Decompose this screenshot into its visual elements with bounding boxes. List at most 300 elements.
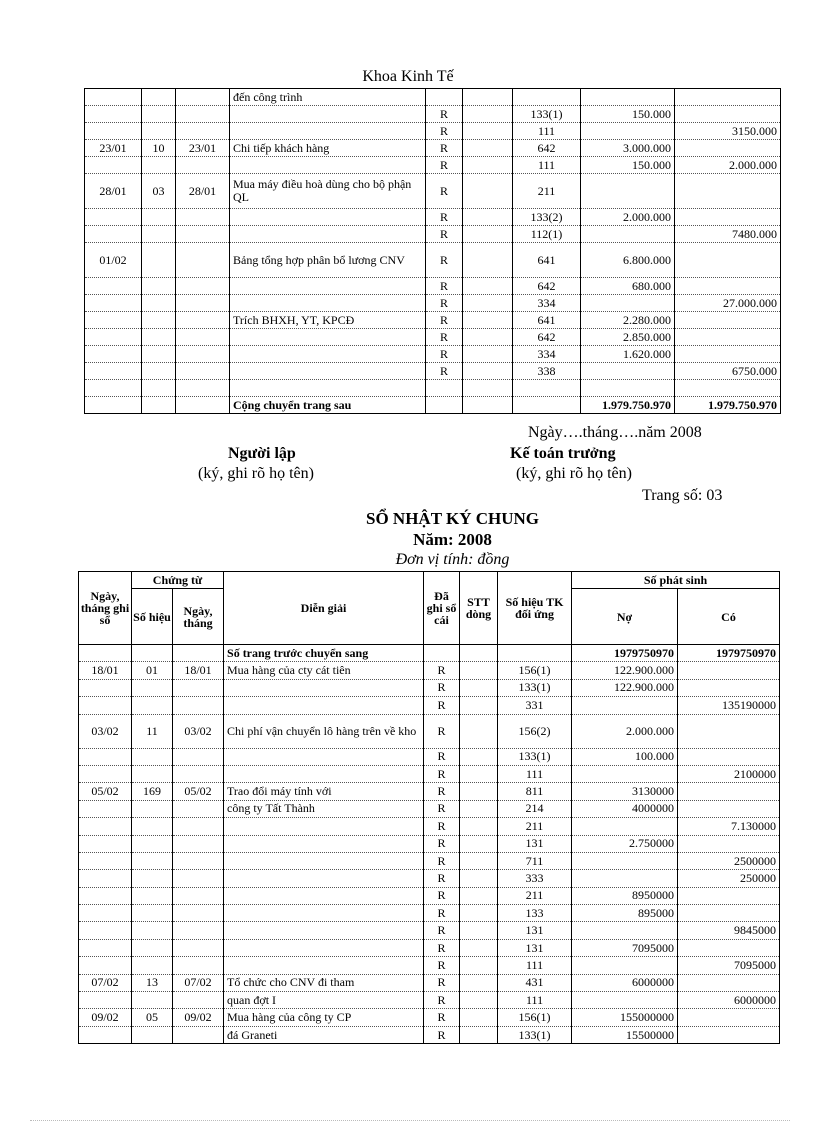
table-row bbox=[85, 380, 781, 397]
cell-line-no bbox=[460, 992, 498, 1009]
cell-voucher-date bbox=[176, 397, 230, 414]
cell-voucher-no bbox=[132, 765, 173, 782]
cell-credit bbox=[678, 887, 780, 904]
cell-account: 133(1) bbox=[498, 748, 572, 765]
cell-debit bbox=[581, 226, 675, 243]
cell-voucher-no: 10 bbox=[142, 140, 176, 157]
cell-line-no bbox=[460, 783, 498, 800]
col-amount: Số phát sinh bbox=[572, 572, 780, 589]
cell-account: 334 bbox=[513, 295, 581, 312]
cell-description bbox=[224, 697, 424, 714]
cell-posted-mark: R bbox=[426, 157, 463, 174]
table-row bbox=[85, 157, 781, 174]
cell-description bbox=[230, 329, 426, 346]
cell-line-no bbox=[460, 697, 498, 714]
cell-voucher-no: 13 bbox=[132, 974, 173, 991]
page-bottom-divider bbox=[30, 1120, 790, 1121]
cell-voucher-date: 07/02 bbox=[173, 974, 224, 991]
cell-credit bbox=[675, 174, 781, 209]
cell-posted-mark: R bbox=[426, 346, 463, 363]
cell-date bbox=[79, 992, 132, 1009]
cell-voucher-date: 03/02 bbox=[173, 714, 224, 748]
cell-posted-mark: R bbox=[424, 697, 460, 714]
cell-account: 156(1) bbox=[498, 1009, 572, 1026]
cell-description bbox=[224, 765, 424, 782]
cell-posted-mark: R bbox=[424, 852, 460, 869]
cell-description bbox=[230, 380, 426, 397]
table-row bbox=[79, 765, 780, 782]
cell-date bbox=[85, 123, 142, 140]
cell-voucher-date bbox=[176, 243, 230, 278]
cell-credit: 2500000 bbox=[678, 852, 780, 869]
cell-line-no bbox=[460, 679, 498, 696]
cell-line-no bbox=[463, 123, 513, 140]
cell-debit bbox=[581, 295, 675, 312]
cell-debit: 3130000 bbox=[572, 783, 678, 800]
cell-voucher-no bbox=[142, 209, 176, 226]
cell-debit bbox=[572, 957, 678, 974]
journal-table-continued bbox=[84, 88, 781, 414]
cell-debit: 2.000.000 bbox=[572, 714, 678, 748]
col-description: Diễn giải bbox=[224, 572, 424, 645]
cell-account bbox=[513, 397, 581, 414]
cell-line-no bbox=[463, 329, 513, 346]
cell-line-no bbox=[463, 209, 513, 226]
cell-description: Bảng tổng hợp phân bổ lương CNV bbox=[230, 243, 426, 278]
cell-voucher-no bbox=[142, 295, 176, 312]
cell-credit: 9845000 bbox=[678, 922, 780, 939]
cell-date bbox=[85, 312, 142, 329]
cell-debit bbox=[581, 363, 675, 380]
table-row bbox=[85, 363, 781, 380]
cell-credit: 3150.000 bbox=[675, 123, 781, 140]
chief-accountant-note: (ký, ghi rõ họ tên) bbox=[516, 465, 632, 482]
cell-voucher-no bbox=[132, 697, 173, 714]
table-row bbox=[79, 645, 780, 662]
cell-credit bbox=[675, 209, 781, 226]
cell-line-no bbox=[460, 957, 498, 974]
cell-description bbox=[230, 226, 426, 243]
cell-voucher-date bbox=[176, 278, 230, 295]
cell-credit: 2.000.000 bbox=[675, 157, 781, 174]
cell-credit bbox=[678, 679, 780, 696]
cell-voucher-date bbox=[173, 922, 224, 939]
cell-line-no bbox=[460, 835, 498, 852]
col-line: STT dòng bbox=[460, 572, 498, 645]
cell-voucher-no bbox=[132, 992, 173, 1009]
cell-posted-mark: R bbox=[424, 765, 460, 782]
cell-line-no bbox=[460, 887, 498, 904]
cell-line-no bbox=[460, 748, 498, 765]
cell-account: 211 bbox=[498, 887, 572, 904]
cell-account: 131 bbox=[498, 835, 572, 852]
cell-account: 112(1) bbox=[513, 226, 581, 243]
cell-account: 131 bbox=[498, 939, 572, 956]
cell-description: Chi tiếp khách hàng bbox=[230, 140, 426, 157]
cell-posted-mark: R bbox=[426, 243, 463, 278]
cell-credit: 7480.000 bbox=[675, 226, 781, 243]
cell-description bbox=[230, 123, 426, 140]
cell-debit: 155000000 bbox=[572, 1009, 678, 1026]
cell-posted-mark bbox=[424, 645, 460, 662]
cell-date: 09/02 bbox=[79, 1009, 132, 1026]
cell-credit bbox=[678, 748, 780, 765]
cell-voucher-date bbox=[176, 123, 230, 140]
table-row bbox=[79, 992, 780, 1009]
col-voucher-no: Số hiệu bbox=[132, 589, 173, 645]
cell-date bbox=[85, 226, 142, 243]
table-row bbox=[85, 243, 781, 278]
journal-unit: Đơn vị tính: đồng bbox=[395, 551, 510, 568]
cell-credit bbox=[678, 835, 780, 852]
cell-credit: 135190000 bbox=[678, 697, 780, 714]
cell-description bbox=[224, 870, 424, 887]
cell-account: 641 bbox=[513, 312, 581, 329]
cell-account: 133(1) bbox=[498, 679, 572, 696]
cell-voucher-no: 11 bbox=[132, 714, 173, 748]
col-debit: Nợ bbox=[572, 589, 678, 645]
cell-credit bbox=[678, 714, 780, 748]
cell-description: Mua máy điều hoà dùng cho bộ phận QL bbox=[230, 174, 426, 209]
cell-date bbox=[79, 835, 132, 852]
cell-description: công ty Tất Thành bbox=[224, 800, 424, 817]
cell-debit: 6000000 bbox=[572, 974, 678, 991]
cell-credit bbox=[678, 1026, 780, 1043]
cell-voucher-no bbox=[132, 922, 173, 939]
cell-date bbox=[79, 800, 132, 817]
table-row bbox=[79, 957, 780, 974]
cell-voucher-date bbox=[173, 679, 224, 696]
cell-voucher-date bbox=[173, 957, 224, 974]
cell-line-no bbox=[460, 1026, 498, 1043]
cell-date bbox=[79, 957, 132, 974]
col-credit: Có bbox=[678, 589, 780, 645]
cell-posted-mark: R bbox=[424, 714, 460, 748]
cell-credit bbox=[678, 662, 780, 679]
cell-description bbox=[224, 852, 424, 869]
cell-posted-mark: R bbox=[424, 662, 460, 679]
cell-voucher-no bbox=[132, 887, 173, 904]
cell-debit bbox=[581, 123, 675, 140]
cell-line-no bbox=[463, 363, 513, 380]
cell-account: 642 bbox=[513, 278, 581, 295]
cell-line-no bbox=[463, 89, 513, 106]
cell-line-no bbox=[463, 346, 513, 363]
cell-credit: 2100000 bbox=[678, 765, 780, 782]
cell-description: Trích BHXH, YT, KPCĐ bbox=[230, 312, 426, 329]
cell-description: Mua hàng của công ty CP bbox=[224, 1009, 424, 1026]
cell-description: Trao đổi máy tính với bbox=[224, 783, 424, 800]
cell-voucher-no bbox=[132, 1026, 173, 1043]
col-voucher: Chứng từ bbox=[132, 572, 224, 589]
cell-posted-mark: R bbox=[424, 887, 460, 904]
table-row bbox=[85, 278, 781, 295]
cell-account: 641 bbox=[513, 243, 581, 278]
cell-voucher-date bbox=[173, 697, 224, 714]
cell-date bbox=[85, 329, 142, 346]
cell-account bbox=[513, 89, 581, 106]
cell-debit: 1.620.000 bbox=[581, 346, 675, 363]
cell-date bbox=[79, 887, 132, 904]
cell-voucher-date bbox=[176, 209, 230, 226]
cell-account: 211 bbox=[513, 174, 581, 209]
cell-debit bbox=[572, 697, 678, 714]
cell-account: 334 bbox=[513, 346, 581, 363]
cell-voucher-date bbox=[176, 312, 230, 329]
cell-debit bbox=[581, 174, 675, 209]
cell-description bbox=[230, 295, 426, 312]
cell-date bbox=[79, 905, 132, 922]
cell-posted-mark: R bbox=[426, 312, 463, 329]
cell-credit: 6750.000 bbox=[675, 363, 781, 380]
cell-account: 111 bbox=[498, 957, 572, 974]
cell-account: 156(1) bbox=[498, 662, 572, 679]
cell-debit: 150.000 bbox=[581, 106, 675, 123]
cell-debit: 7095000 bbox=[572, 939, 678, 956]
cell-voucher-no bbox=[132, 800, 173, 817]
cell-credit bbox=[675, 346, 781, 363]
cell-debit: 100.000 bbox=[572, 748, 678, 765]
cell-account: 131 bbox=[498, 922, 572, 939]
chief-accountant-title: Kế toán trưởng bbox=[510, 445, 616, 462]
cell-debit: 122.900.000 bbox=[572, 662, 678, 679]
cell-date bbox=[85, 346, 142, 363]
cell-account: 156(2) bbox=[498, 714, 572, 748]
cell-posted-mark: R bbox=[426, 123, 463, 140]
signature-date: Ngày….tháng….năm 2008 bbox=[528, 424, 702, 441]
cell-date bbox=[85, 295, 142, 312]
cell-debit: 1.979.750.970 bbox=[581, 397, 675, 414]
cell-line-no bbox=[463, 312, 513, 329]
cell-line-no bbox=[463, 243, 513, 278]
cell-date: 03/02 bbox=[79, 714, 132, 748]
cell-voucher-no bbox=[142, 157, 176, 174]
cell-account: 133(1) bbox=[513, 106, 581, 123]
cell-description bbox=[224, 957, 424, 974]
cell-credit bbox=[678, 905, 780, 922]
table-row bbox=[85, 209, 781, 226]
cell-debit: 1979750970 bbox=[572, 645, 678, 662]
cell-posted-mark: R bbox=[424, 992, 460, 1009]
cell-description: Số trang trước chuyển sang bbox=[224, 645, 424, 662]
cell-posted-mark: R bbox=[424, 783, 460, 800]
cell-credit: 27.000.000 bbox=[675, 295, 781, 312]
cell-debit: 895000 bbox=[572, 905, 678, 922]
cell-credit bbox=[675, 278, 781, 295]
cell-credit bbox=[678, 783, 780, 800]
col-posted: Đã ghi sổ cái bbox=[424, 572, 460, 645]
cell-debit: 150.000 bbox=[581, 157, 675, 174]
cell-voucher-no bbox=[132, 835, 173, 852]
cell-account bbox=[498, 645, 572, 662]
cell-date: 07/02 bbox=[79, 974, 132, 991]
cell-debit bbox=[572, 765, 678, 782]
cell-description: Cộng chuyển trang sau bbox=[230, 397, 426, 414]
cell-voucher-date: 23/01 bbox=[176, 140, 230, 157]
cell-date bbox=[79, 870, 132, 887]
cell-voucher-date: 09/02 bbox=[173, 1009, 224, 1026]
table-row bbox=[79, 662, 780, 679]
cell-voucher-date: 05/02 bbox=[173, 783, 224, 800]
cell-account: 333 bbox=[498, 870, 572, 887]
cell-voucher-date bbox=[173, 818, 224, 835]
cell-account: 642 bbox=[513, 329, 581, 346]
cell-voucher-no bbox=[132, 679, 173, 696]
cell-credit bbox=[675, 243, 781, 278]
cell-debit bbox=[581, 380, 675, 397]
table-row bbox=[79, 697, 780, 714]
cell-voucher-no bbox=[132, 870, 173, 887]
cell-credit bbox=[675, 329, 781, 346]
col-voucher-date: Ngày, tháng bbox=[173, 589, 224, 645]
cell-voucher-no: 01 bbox=[132, 662, 173, 679]
cell-voucher-no bbox=[142, 329, 176, 346]
cell-account: 111 bbox=[498, 992, 572, 1009]
table-row bbox=[85, 346, 781, 363]
cell-description: đá Graneti bbox=[224, 1026, 424, 1043]
cell-posted-mark: R bbox=[426, 295, 463, 312]
cell-date bbox=[85, 209, 142, 226]
cell-voucher-no bbox=[142, 380, 176, 397]
cell-date bbox=[79, 697, 132, 714]
cell-account: 711 bbox=[498, 852, 572, 869]
cell-date bbox=[79, 1026, 132, 1043]
cell-description: Tổ chức cho CNV đi tham bbox=[224, 974, 424, 991]
cell-voucher-date bbox=[173, 992, 224, 1009]
cell-posted-mark: R bbox=[424, 922, 460, 939]
general-journal-table bbox=[78, 571, 780, 1044]
cell-voucher-no: 05 bbox=[132, 1009, 173, 1026]
cell-debit: 680.000 bbox=[581, 278, 675, 295]
cell-voucher-date bbox=[173, 887, 224, 904]
table-row bbox=[79, 887, 780, 904]
cell-voucher-no bbox=[142, 346, 176, 363]
cell-voucher-date: 28/01 bbox=[176, 174, 230, 209]
cell-credit: 250000 bbox=[678, 870, 780, 887]
cell-date bbox=[79, 852, 132, 869]
cell-line-no bbox=[463, 295, 513, 312]
cell-description bbox=[230, 363, 426, 380]
table-row bbox=[79, 714, 780, 748]
cell-date: 18/01 bbox=[79, 662, 132, 679]
table-row bbox=[85, 140, 781, 157]
table-row bbox=[85, 397, 781, 414]
cell-credit bbox=[678, 800, 780, 817]
cell-line-no bbox=[463, 380, 513, 397]
cell-description bbox=[230, 346, 426, 363]
table-row bbox=[79, 922, 780, 939]
cell-voucher-date bbox=[176, 380, 230, 397]
cell-voucher-date bbox=[176, 157, 230, 174]
cell-debit: 3.000.000 bbox=[581, 140, 675, 157]
page-number: Trang số: 03 bbox=[642, 487, 723, 504]
preparer-note: (ký, ghi rõ họ tên) bbox=[198, 465, 314, 482]
cell-debit: 122.900.000 bbox=[572, 679, 678, 696]
cell-line-no bbox=[460, 1009, 498, 1026]
cell-date bbox=[79, 939, 132, 956]
cell-voucher-date bbox=[173, 765, 224, 782]
cell-voucher-no bbox=[142, 123, 176, 140]
cell-debit: 8950000 bbox=[572, 887, 678, 904]
cell-account: 642 bbox=[513, 140, 581, 157]
table-row bbox=[79, 905, 780, 922]
cell-credit: 7.130000 bbox=[678, 818, 780, 835]
cell-description: quan đợt I bbox=[224, 992, 424, 1009]
cell-posted-mark: R bbox=[424, 818, 460, 835]
cell-voucher-date bbox=[176, 329, 230, 346]
cell-account: 214 bbox=[498, 800, 572, 817]
cell-line-no bbox=[460, 939, 498, 956]
cell-voucher-no bbox=[142, 363, 176, 380]
cell-posted-mark: R bbox=[424, 939, 460, 956]
cell-credit: 1979750970 bbox=[678, 645, 780, 662]
cell-account: 111 bbox=[513, 123, 581, 140]
cell-line-no bbox=[460, 852, 498, 869]
cell-debit bbox=[572, 852, 678, 869]
cell-voucher-no bbox=[142, 397, 176, 414]
cell-description bbox=[230, 157, 426, 174]
cell-date: 23/01 bbox=[85, 140, 142, 157]
cell-voucher-no bbox=[132, 939, 173, 956]
cell-posted-mark bbox=[426, 89, 463, 106]
cell-date bbox=[85, 397, 142, 414]
cell-voucher-date bbox=[173, 1026, 224, 1043]
cell-debit: 2.000.000 bbox=[581, 209, 675, 226]
cell-voucher-date bbox=[173, 852, 224, 869]
cell-line-no bbox=[460, 974, 498, 991]
cell-line-no bbox=[460, 645, 498, 662]
cell-posted-mark: R bbox=[426, 363, 463, 380]
cell-voucher-date bbox=[173, 748, 224, 765]
cell-description bbox=[224, 818, 424, 835]
cell-date bbox=[85, 380, 142, 397]
cell-voucher-date bbox=[173, 800, 224, 817]
cell-posted-mark bbox=[426, 380, 463, 397]
cell-date bbox=[79, 818, 132, 835]
cell-date bbox=[79, 748, 132, 765]
cell-voucher-no bbox=[142, 106, 176, 123]
table-row bbox=[79, 1026, 780, 1043]
cell-account: 211 bbox=[498, 818, 572, 835]
cell-description: Mua hàng của cty cát tiên bbox=[224, 662, 424, 679]
col-date: Ngày, tháng ghi sổ bbox=[79, 572, 132, 645]
cell-debit: 15500000 bbox=[572, 1026, 678, 1043]
table-row bbox=[79, 1009, 780, 1026]
cell-line-no bbox=[460, 662, 498, 679]
cell-debit: 4000000 bbox=[572, 800, 678, 817]
cell-description: Chi phí vận chuyển lô hàng trên về kho bbox=[224, 714, 424, 748]
cell-line-no bbox=[460, 905, 498, 922]
cell-posted-mark: R bbox=[426, 209, 463, 226]
table-row bbox=[79, 800, 780, 817]
table-row bbox=[85, 174, 781, 209]
cell-voucher-no bbox=[132, 957, 173, 974]
cell-line-no bbox=[463, 397, 513, 414]
cell-posted-mark: R bbox=[426, 174, 463, 209]
cell-voucher-date bbox=[173, 905, 224, 922]
cell-debit: 2.850.000 bbox=[581, 329, 675, 346]
cell-line-no bbox=[463, 278, 513, 295]
cell-account: 331 bbox=[498, 697, 572, 714]
table-row bbox=[85, 226, 781, 243]
cell-debit: 2.280.000 bbox=[581, 312, 675, 329]
cell-date: 28/01 bbox=[85, 174, 142, 209]
cell-voucher-no bbox=[132, 818, 173, 835]
cell-account: 133 bbox=[498, 905, 572, 922]
table-row bbox=[85, 106, 781, 123]
cell-voucher-no bbox=[142, 226, 176, 243]
cell-debit bbox=[572, 992, 678, 1009]
